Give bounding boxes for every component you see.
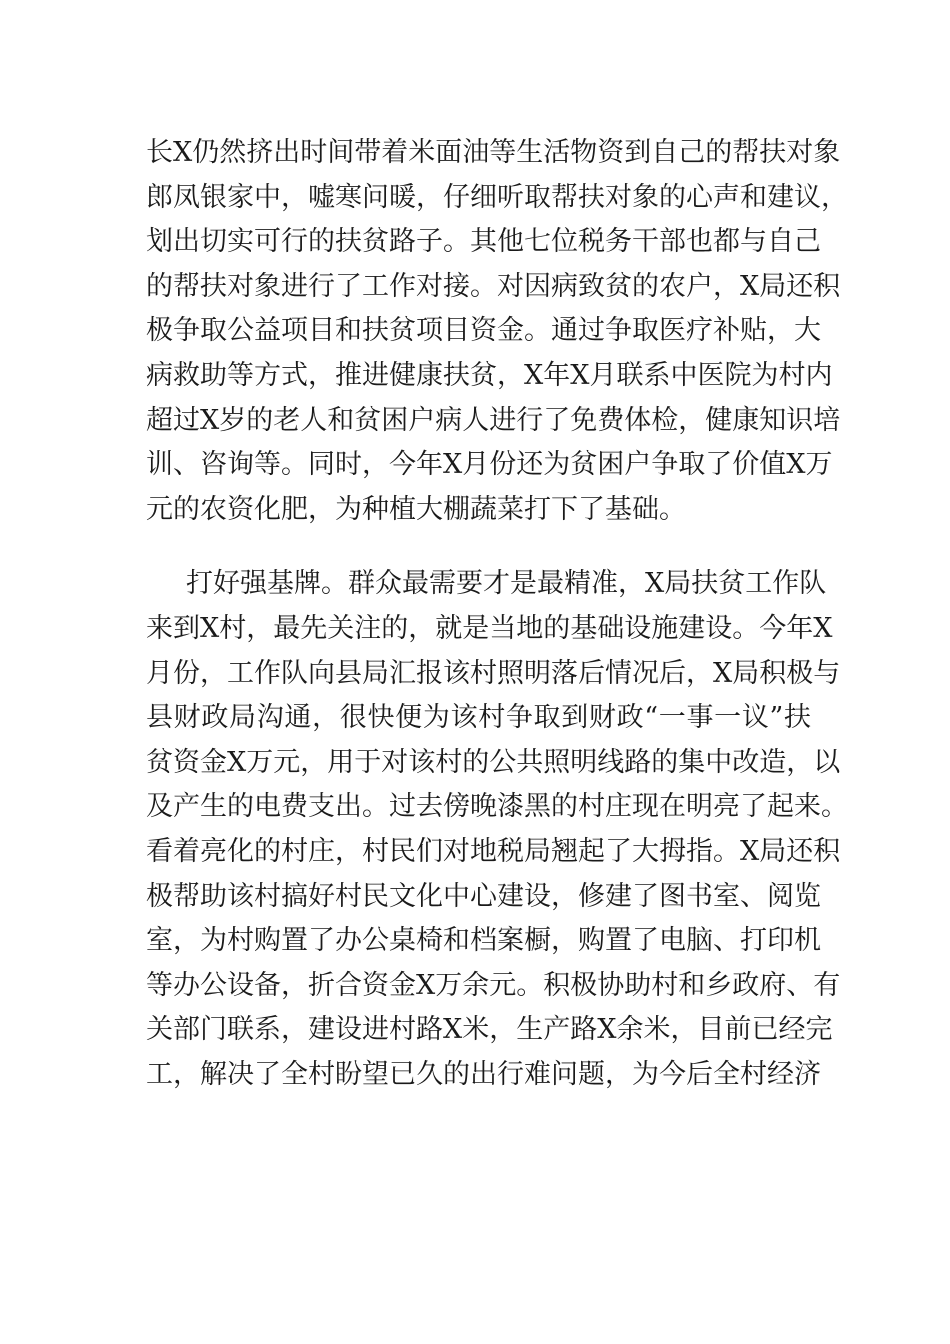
body-text xyxy=(146,131,848,1097)
text-line: 极争取公益项目和扶贫项目资金。通过争取医疗补贴，大 xyxy=(146,315,821,347)
text-line: 月份，工作队向县局汇报该村照明落后情况后，X局积极与 xyxy=(146,657,841,689)
text-line: 贫资金X万元，用于对该村的公共照明线路的集中改造，以 xyxy=(146,746,841,778)
text-line: 等办公设备，折合资金X万余元。积极协助村和乡政府、有 xyxy=(146,969,841,1001)
text-line: 来到X村，最先关注的，就是当地的基础设施建设。今年X xyxy=(146,612,833,644)
text-line: 郎凤银家中，嘘寒问暖，仔细听取帮扶对象的心声和建议， xyxy=(146,181,848,213)
text-line: 划出切实可行的扶贫路子。其他七位税务干部也都与自己 xyxy=(146,226,821,258)
text-line: 病救助等方式，推进健康扶贫，X年X月联系中医院为村内 xyxy=(146,359,833,391)
text-line: 及产生的电费支出。过去傍晚漆黑的村庄现在明亮了起来。 xyxy=(146,791,848,823)
text-line: 县财政局沟通，很快便为该村争取到财政“一事一议”扶 xyxy=(146,702,811,734)
text-line: 训、咨询等。同时，今年X月份还为贫困户争取了价值X万 xyxy=(146,449,833,481)
paragraph-1 xyxy=(146,131,848,532)
text-line: 元的农资化肥，为种植大棚蔬菜打下了基础。 xyxy=(146,493,686,525)
paragraph-gap xyxy=(146,532,811,562)
text-line: 室，为村购置了办公桌椅和档案橱，购置了电脑、打印机 xyxy=(146,925,821,957)
text-line: 极帮助该村搞好村民文化中心建设，修建了图书室、阅览 xyxy=(146,880,821,912)
text-line: 的帮扶对象进行了工作对接。对因病致贫的农户，X局还积 xyxy=(146,270,841,302)
text-line: 长X仍然挤出时间带着米面油等生活物资到自己的帮扶对象 xyxy=(146,137,841,168)
text-line: 关部门联系，建设进村路X米，生产路X余米，目前已经完 xyxy=(146,1014,833,1046)
text-line: 工，解决了全村盼望已久的出行难问题，为今后全村经济 xyxy=(146,1058,821,1090)
text-line: 打好强基牌。群众最需要才是最精准，X局扶贫工作队 xyxy=(186,568,827,600)
text-line: 超过X岁的老人和贫困户病人进行了免费体检，健康知识培 xyxy=(146,404,841,436)
paragraph-2 xyxy=(146,562,848,1097)
text-line: 看着亮化的村庄，村民们对地税局翘起了大拇指。X局还积 xyxy=(146,835,841,867)
